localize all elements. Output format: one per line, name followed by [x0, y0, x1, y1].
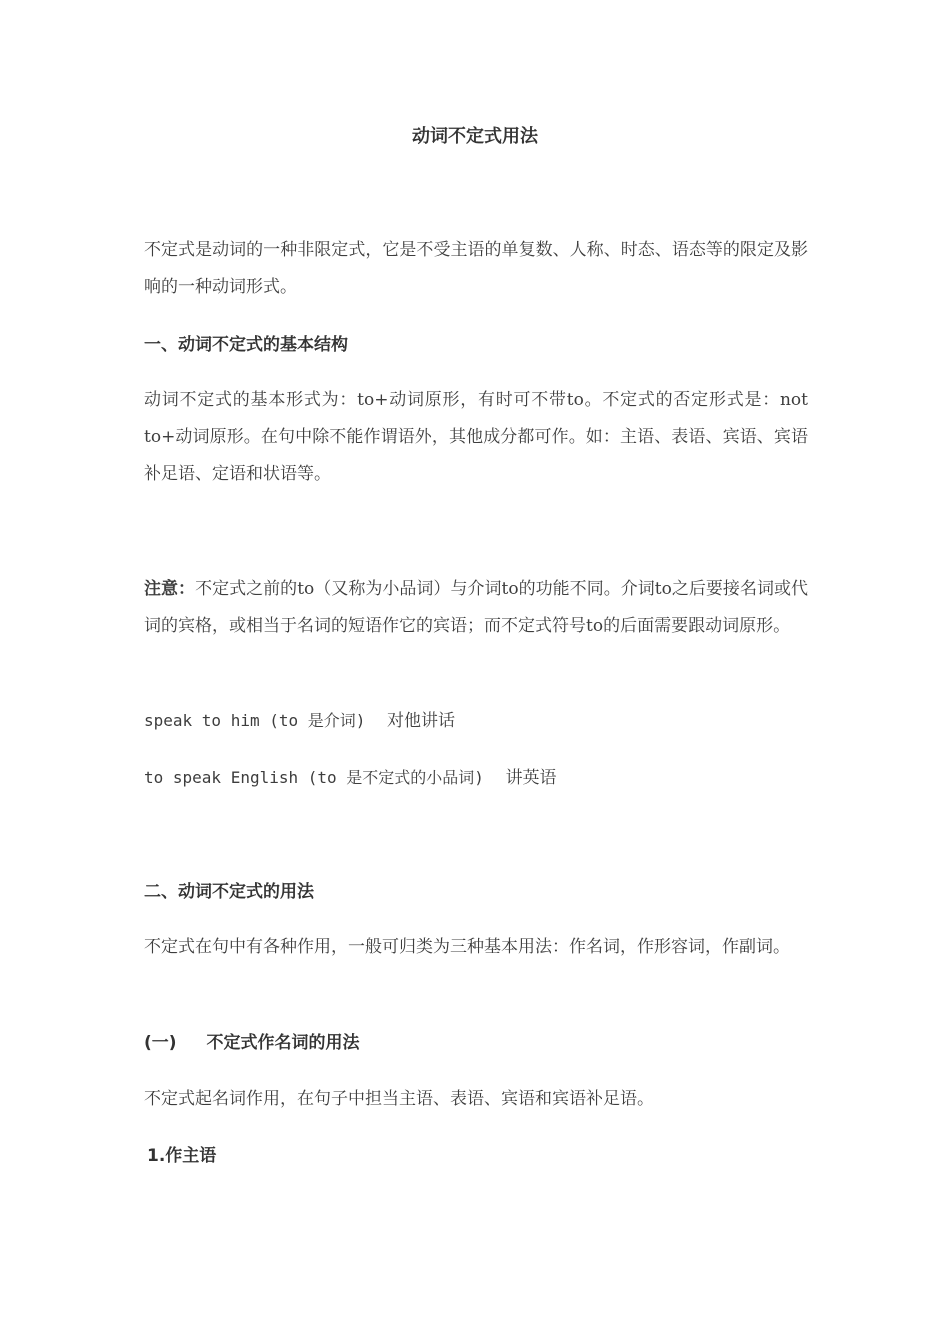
- item-heading-subject: 1.作主语: [147, 1146, 217, 1166]
- example-1-chinese: 对他讲话: [387, 711, 456, 731]
- note-paragraph: [144, 571, 808, 645]
- subsection-number: (一): [144, 1033, 177, 1053]
- section-heading-usage: 二、动词不定式的用法: [144, 882, 314, 902]
- document-title: 动词不定式用法: [412, 126, 538, 147]
- note-label: 注意：: [144, 579, 196, 599]
- usage-paragraph: 不定式在句中有各种作用，一般可归类为三种基本用法：作名词，作形容词，作副词。: [144, 937, 790, 957]
- structure-paragraph: 动词不定式的基本形式为：to+动词原形，有时可不带to。不定式的否定形式是：not to+动词原形。在句中除不能作谓语外，其他成分都可作。如：主语、表语、宾语、宾语补足语、定语和状语等。: [144, 390, 808, 484]
- noun-usage-paragraph: 不定式起名词作用，在句子中担当主语、表语、宾语和宾语补足语。: [144, 1089, 654, 1109]
- intro-paragraph: 不定式是动词的一种非限定式，它是不受主语的单复数、人称、时态、语态等的限定及影响的一种动词形式。: [144, 240, 808, 297]
- section-heading-structure: 一、动词不定式的基本结构: [144, 335, 348, 355]
- subsection-title: 不定式作名词的用法: [206, 1033, 360, 1053]
- example-line-2: [144, 765, 808, 791]
- example-2-chinese: 讲英语: [505, 768, 557, 788]
- subsection-heading-noun: [144, 1030, 808, 1056]
- example-2-english: to speak English (to 是不定式的小品词): [144, 768, 484, 787]
- example-line-1: [144, 708, 808, 734]
- example-1-english: speak to him (to 是介词): [144, 711, 366, 730]
- note-text: 不定式之前的to（又称为小品词）与介词to的功能不同。介词to之后要接名词或代词的宾格，或相当于名词的短语作它的宾语；而不定式符号to的后面需要跟动词原形。: [144, 579, 809, 636]
